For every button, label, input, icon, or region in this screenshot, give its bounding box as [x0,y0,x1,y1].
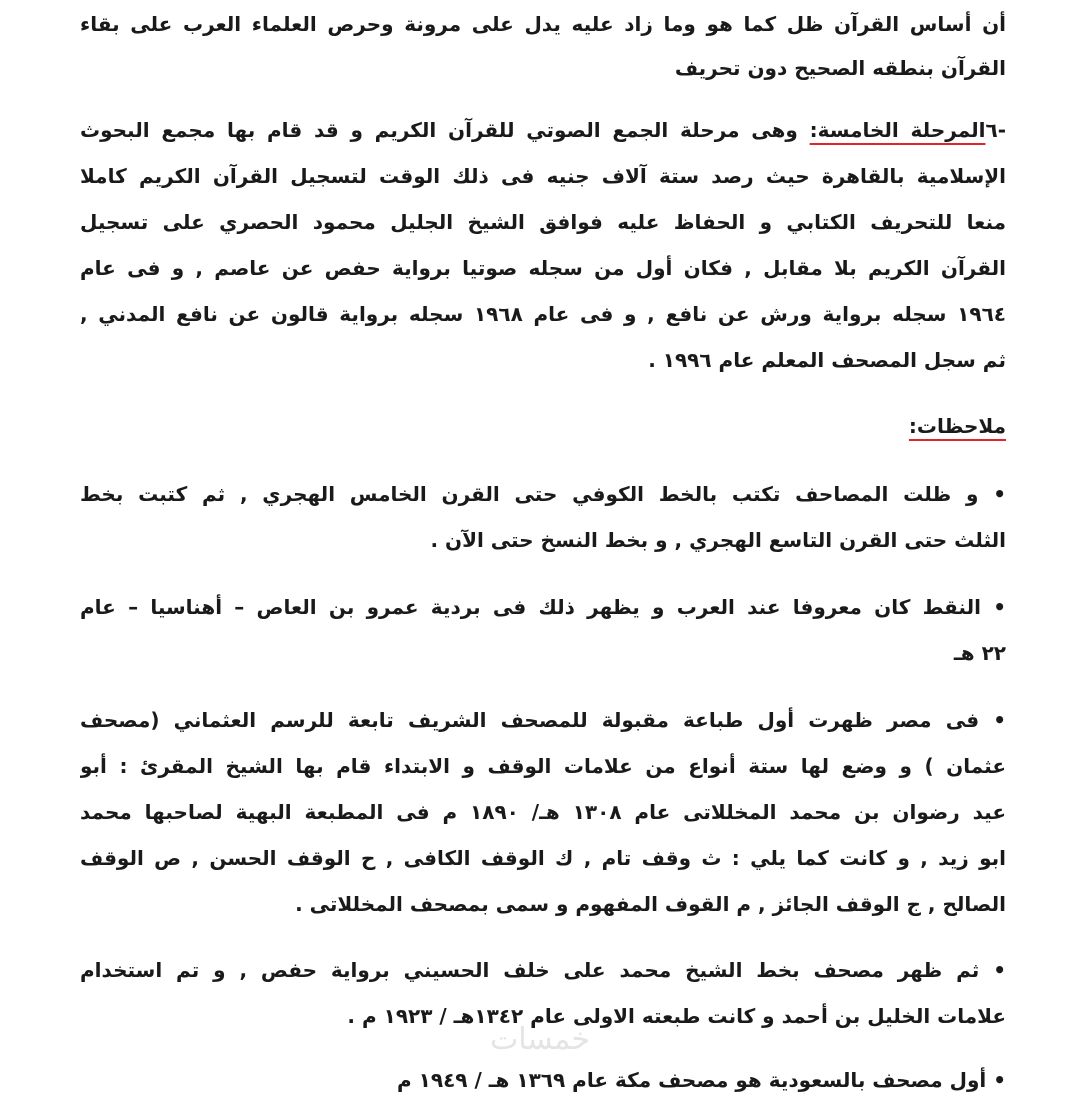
text-line [80,700,1006,740]
text: ٢٢ هـ [953,641,1006,665]
text: الصالح , ج الوقف الجائز , م القوف المفهوم و سمى بمصحف المخللاتى . [295,892,1006,916]
text-line [80,633,1006,673]
text: عيد رضوان بن محمد المخللاتى عام ١٣٠٨ هـ/ ١٨٩٠ م فى المطبعة البهية لصاحبها محمد [80,800,1006,824]
text-line [80,838,1006,878]
bullet-icon: • [993,595,1006,619]
text-line: أن أساس القرآن ظل كما هو وما زاد عليه يدل على مرونة وحرص العلماء العرب على بقاء [80,12,1006,36]
text-line [80,746,1006,786]
text: ثم ظهر مصحف بخط الشيخ محمد على خلف الحسيني برواية حفص , و تم استخدام [80,958,980,982]
notes-heading [80,406,1006,446]
text-line [80,474,1006,514]
text-line [80,884,1006,924]
text: علامات الخليل بن أحمد و كانت طبعته الاولى عام ١٣٤٢هـ / ١٩٢٣ م . [347,1004,1006,1028]
text-line [80,792,1006,832]
stage-title: المرحلة الخامسة: [809,118,986,142]
notes-heading-text: ملاحظات: [908,414,1006,438]
bullet-icon: • [993,958,1006,982]
stage-five-first-line [80,110,1006,150]
text-line: منعا للتحريف الكتابي و الحفاظ عليه فوافق الشيخ الجليل محمود الحصري على تسجيل [80,210,1006,234]
text-line [80,950,1006,990]
text: ابو زيد , و كانت كما يلي : ث وقف تام , ك الوقف الكافى , ح الوقف الحسن , ص الوقف [80,846,1006,870]
text: أول مصحف بالسعودية هو مصحف مكة عام ١٣٦٩ هـ / ١٩٤٩ م [397,1068,987,1092]
bullet-icon: • [993,708,1006,732]
text: و ظلت المصاحف تكتب بالخط الكوفي حتى القرن الخامس الهجري , ثم كتبت بخط [80,482,979,506]
text-line: الإسلامية بالقاهرة حيث رصد ستة آلاف جنيه فى ذلك الوقت لتسجيل القرآن الكريم كاملا [80,164,1006,188]
bullet-icon: • [993,482,1006,506]
text: عثمان ) و وضع لها ستة أنواع من علامات الوقف و الابتداء قام بها الشيخ المقرئ : أبو [80,754,1006,778]
text-line: ثم سجل المصحف المعلم عام ١٩٩٦ . [648,348,1006,372]
text-line [80,587,1006,627]
text-line: القرآن الكريم بلا مقابل , فكان أول من سجله صوتيا برواية حفص عن عاصم , و فى عام [80,256,1006,280]
text: النقط كان معروفا عند العرب و يظهر ذلك فى بردية عمرو بن العاص – أهناسيا – عام [80,595,981,619]
text-line [80,520,1006,560]
text: وهى مرحلة الجمع الصوتي للقرآن الكريم و قد قام بها مجمع البحوث [80,118,810,142]
text-line: القرآن بنطقه الصحيح دون تحريف [674,56,1006,80]
stage-number: -٦ [985,118,1006,142]
text: فى مصر ظهرت أول طباعة مقبولة للمصحف الشريف تابعة للرسم العثماني (مصحف [80,708,980,732]
watermark-logo: خمسات [489,1022,591,1057]
text-line [80,1060,1006,1100]
text-line: ١٩٦٤ سجله برواية ورش عن نافع , و فى عام ١٩٦٨ سجله برواية قالون عن نافع المدني , [80,302,1006,326]
bullet-icon: • [993,1068,1006,1092]
text: الثلث حتى القرن التاسع الهجري , و بخط النسخ حتى الآن . [430,528,1006,552]
